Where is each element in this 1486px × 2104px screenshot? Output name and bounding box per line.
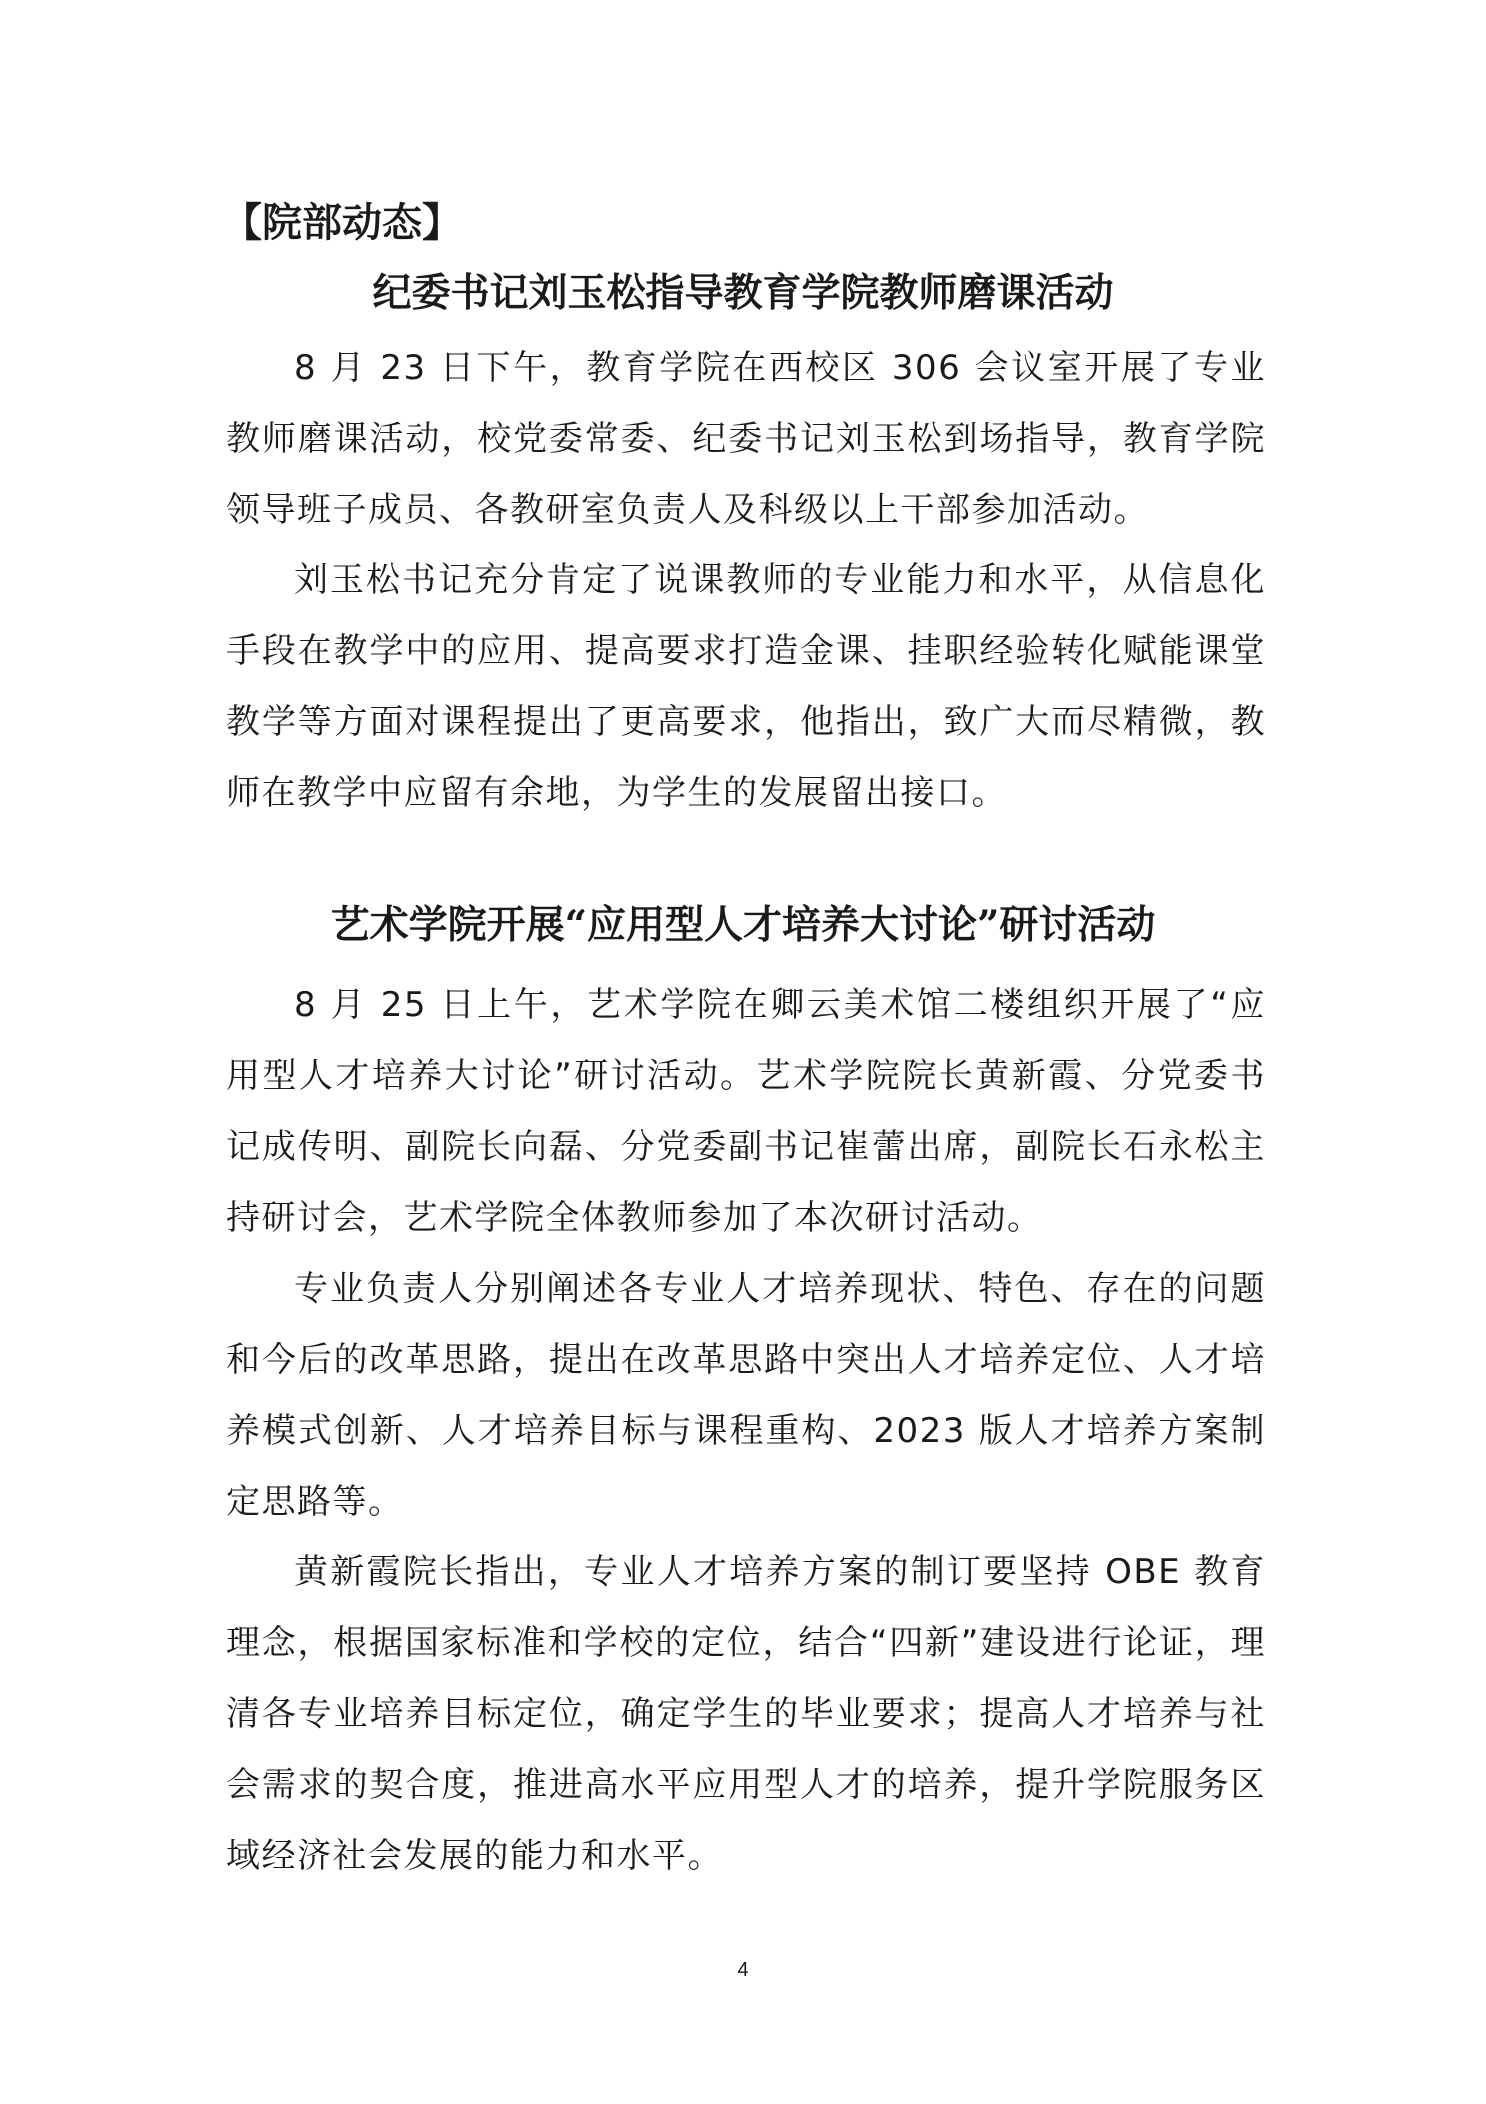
article-title-1: 纪委书记刘玉松指导教育学院教师磨课活动 xyxy=(372,270,1114,316)
section-tag: 【院部动态】 xyxy=(222,199,462,246)
article-1-paragraph-2: 刘玉松书记充分肯定了说课教师的专业能力和水平，从信息化手段在教学中的应用、提高要求打造金课、挂职经验转化赋能课堂教学等方面对课程提出了更高要求，他指出，致广大而尽精微，教师在教学中应留有余地，为学生的发展留出接口。 xyxy=(226,560,1266,813)
page-number: 4 xyxy=(737,1959,749,1981)
article-2-paragraph-1: 8 月 25 日上午，艺术学院在卿云美术馆二楼组织开展了“应用型人才培养大讨论”研讨活动。艺术学院院长黄新霞、分党委书记成传明、副院长向磊、分党委副书记崔蕾出席，副院长石永松主持研讨会，艺术学院全体教师参加了本次研讨活动。 xyxy=(226,985,1266,1238)
article-1-paragraph-1: 8 月 23 日下午，教育学院在西校区 306 会议室开展了专业教师磨课活动，校党委常委、纪委书记刘玉松到场指导，教育学院领导班子成员、各教研室负责人及科级以上干部参加活动。 xyxy=(226,348,1266,530)
article-2-paragraph-3: 黄新霞院长指出，专业人才培养方案的制订要坚持 OBE 教育理念，根据国家标准和学校的定位，结合“四新”建设进行论证，理清各专业培养目标定位，确定学生的毕业要求；提高人才培养与社会需求的契合度，推进高水平应用型人才的培养，提升学院服务区域经济社会发展的能力和水平。 xyxy=(226,1552,1266,1876)
article-title-2: 艺术学院开展“应用型人才培养大讨论”研讨活动 xyxy=(330,902,1156,948)
article-2-paragraph-2: 专业负责人分别阐述各专业人才培养现状、特色、存在的问题和今后的改革思路，提出在改革思路中突出人才培养定位、人才培养模式创新、人才培养目标与课程重构、2023 版人才培养方案制定思路等。 xyxy=(226,1269,1266,1522)
